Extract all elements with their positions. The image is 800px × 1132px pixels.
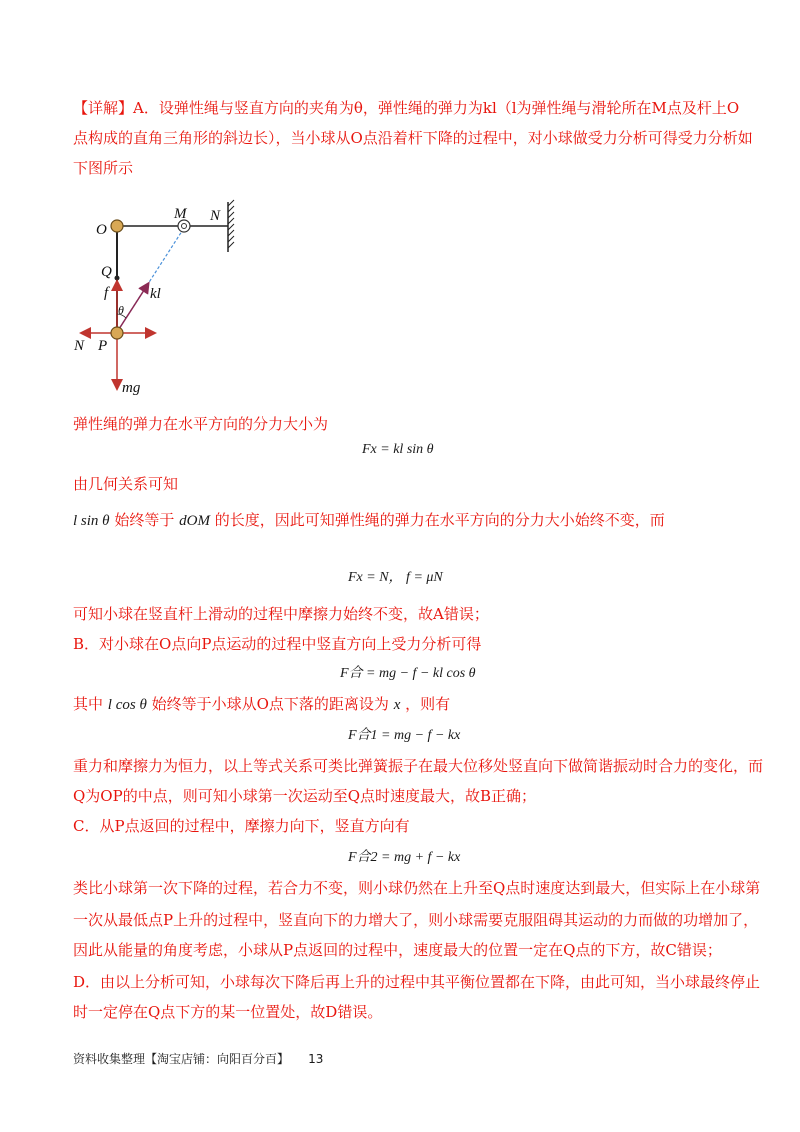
footer-source: 资料收集整理【淘宝店铺：向阳百分百】 [73, 1052, 290, 1066]
label-m: M [174, 206, 187, 222]
text-d-2: 时一定停在Q点下方的某一位置处，故D错误。 [73, 1003, 383, 1021]
eq-fhe: F合 = mg − f − kl cos θ [340, 666, 476, 681]
label-f: f [104, 285, 109, 301]
math-lcos: l cos θ [107, 697, 147, 713]
text-a-3 [73, 510, 665, 531]
text-a-3b: 始终等于 [114, 511, 175, 529]
text-b-1: B．对小球在O点向P点运动的过程中竖直方向上受力分析可得 [73, 635, 482, 653]
page-footer [73, 1050, 323, 1067]
page-number: 13 [308, 1052, 324, 1066]
eq-fx-n: Fx = N， f = μN [348, 570, 443, 585]
force-diagram [70, 190, 250, 400]
math-lsin: l sin θ [73, 513, 110, 529]
text-c-4: 因此从能量的角度考虑，小球从P点返回的过程中，速度最大的位置一定在Q点的下方，故C错误； [73, 941, 722, 959]
label-n-wall: N [210, 208, 221, 224]
label-n: N [74, 338, 85, 354]
math-dom: dOM [179, 513, 210, 529]
text-d-1: D．由以上分析可知，小球每次下降后再上升的过程中其平衡位置都在下降，由此可知，当小球最终停止 [73, 973, 761, 991]
text-a-4: 可知小球在竖直杆上滑动的过程中摩擦力始终不变，故A错误； [73, 605, 489, 623]
text-c-3: 一次从最低点P上升的过程中，竖直向下的力增大了，则小球需要克服阻碍其运动的力而做的功增加了， [73, 911, 759, 929]
text-b-2a: 其中 [73, 695, 104, 713]
label-theta: θ [118, 303, 124, 317]
math-x: x [393, 697, 401, 713]
text-c-2: 类比小球第一次下降的过程，若合力不变，则小球仍然在上升至Q点时速度达到最大，但实际上在小球第 [73, 879, 761, 897]
detail-line-1: 【详解】A．设弹性绳与竖直方向的夹角为θ，弹性绳的弹力为kl（l为弹性绳与滑轮所在M点及杆上O [73, 99, 740, 117]
eq-fhe2: F合2 = mg + f − kx [348, 850, 461, 865]
label-mg: mg [122, 380, 141, 396]
eq-fhe1: F合1 = mg − f − kx [348, 728, 461, 743]
text-b-4: Q为OP的中点，则可知小球第一次运动至Q点时速度最大，故B正确； [73, 787, 537, 805]
text-b-3: 重力和摩擦力为恒力，以上等式关系可类比弹簧振子在最大位移处竖直向下做简谐振动时合力的变化，而 [73, 757, 764, 775]
label-p: P [98, 338, 108, 354]
text-b-2c: 始终等于小球从O点下落的距离设为 [151, 695, 389, 713]
text-b-2 [73, 694, 450, 715]
detail-line-3: 下图所示 [73, 159, 134, 177]
ball-p [111, 327, 123, 339]
ball-o [111, 220, 123, 232]
label-kl: kl [150, 286, 161, 302]
point-q [115, 276, 120, 281]
text-c-1: C．从P点返回的过程中，摩擦力向下，竖直方向有 [73, 817, 410, 835]
eq-fx-klsin: Fx = kl sin θ [362, 442, 434, 457]
detail-line-2: 点构成的直角三角形的斜边长），当小球从O点沿着杆下降的过程中，对小球做受力分析可得受力分析如 [73, 129, 753, 147]
text-a-3d: 的长度，因此可知弹性绳的弹力在水平方向的分力大小始终不变，而 [214, 511, 665, 529]
label-q: Q [101, 264, 112, 280]
label-o: O [96, 222, 107, 238]
text-a-2: 由几何关系可知 [73, 475, 179, 493]
text-b-2e: ，则有 [405, 695, 451, 713]
text-a-1: 弹性绳的弹力在水平方向的分力大小为 [73, 415, 329, 433]
